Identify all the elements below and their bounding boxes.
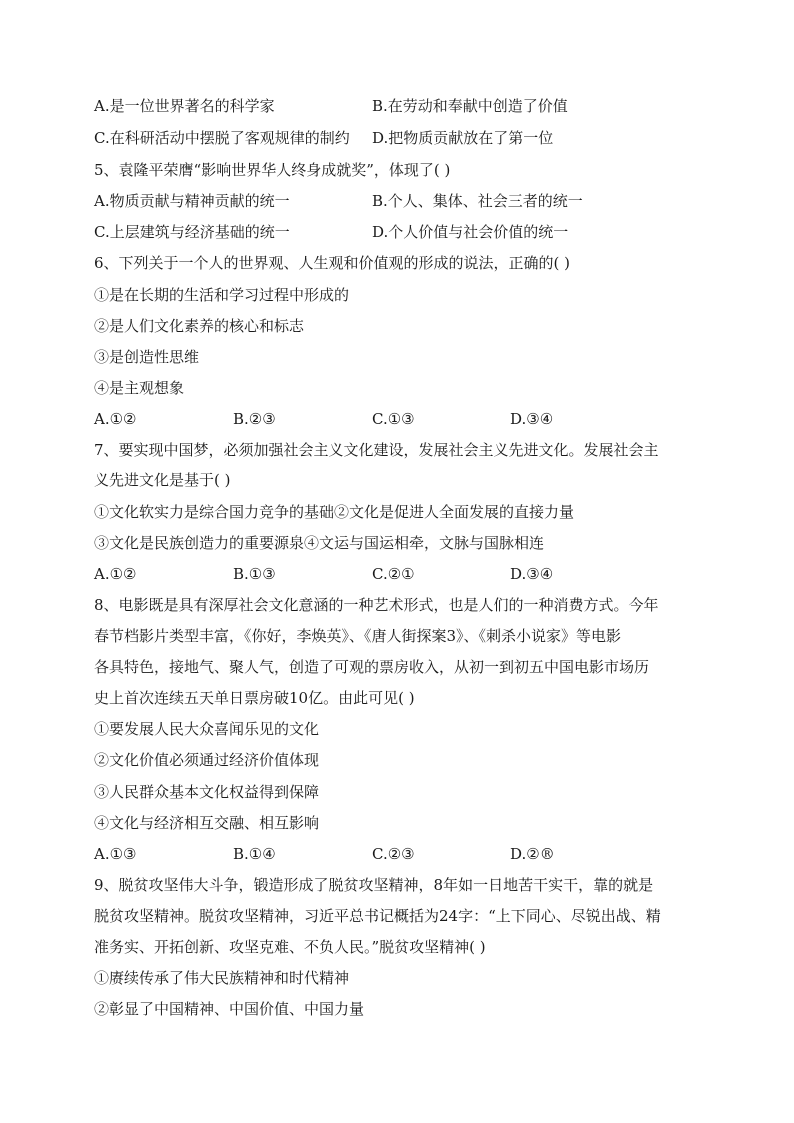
text-line [94, 937, 704, 959]
answer-option: C.②③ [372, 845, 415, 863]
text-line [94, 128, 704, 150]
text-line [94, 688, 704, 710]
text-content: 春节档影片类型丰富，《你好，李焕英》、《唐人街探案3》、《刺杀小说家》等电影 [94, 627, 622, 645]
text-line [94, 378, 704, 400]
answer-option: C.①③ [372, 410, 415, 428]
text-line [94, 750, 704, 772]
answer-option: C.在科研活动中摆脱了客观规律的制约 [94, 129, 350, 147]
answer-option: A.是一位世界著名的科学家 [94, 97, 275, 115]
text-content: 6、下列关于一个人的世界观、人生观和价值观的形成的说法，正确的( ) [94, 254, 571, 272]
text-content: 义先进文化是基于( ) [94, 471, 231, 489]
text-content: ④是主观想象 [94, 379, 185, 397]
text-content: 5、袁隆平荣膺“影响世界华人终身成就奖”，体现了( ) [94, 161, 451, 179]
text-line [94, 875, 704, 897]
text-line [94, 409, 704, 431]
text-line [94, 719, 704, 741]
answer-option: B.①③ [233, 565, 276, 583]
text-content: ①要发展人民大众喜闻乐见的文化 [94, 720, 320, 738]
text-line [94, 782, 704, 804]
answer-option: C.上层建筑与经济基础的统一 [94, 223, 290, 241]
text-line [94, 191, 704, 213]
text-content: ②彰显了中国精神、中国价值、中国力量 [94, 1000, 365, 1018]
text-line [94, 813, 704, 835]
answer-option: D.个人价值与社会价值的统一 [372, 223, 569, 241]
answer-option: D.③④ [510, 565, 554, 583]
text-line [94, 316, 704, 338]
text-content: 脱贫攻坚精神。脱贫攻坚精神，习近平总书记概括为24字：“上下同心、尽锐出战、精 [94, 907, 661, 925]
text-content: 9、脱贫攻坚伟大斗争，锻造形成了脱贫攻坚精神，8年如一日地苦干实干，靠的就是 [94, 876, 654, 894]
text-line [94, 440, 704, 462]
text-content: ③是创造性思维 [94, 348, 200, 366]
text-content: ③文化是民族创造力的重要源泉④文运与国运相牵，文脉与国脉相连 [94, 534, 545, 552]
text-line [94, 502, 704, 524]
text-content: 准务实、开拓创新、攻坚克难、不负人民。”脱贫攻坚精神( ) [94, 938, 486, 956]
answer-option: C.②① [372, 565, 415, 583]
answer-option: A.物质贡献与精神贡献的统一 [94, 192, 290, 210]
answer-option: B.①④ [233, 845, 276, 863]
text-line [94, 285, 704, 307]
text-line [94, 160, 704, 182]
text-content: ①是在长期的生活和学习过程中形成的 [94, 286, 350, 304]
text-content: ④文化与经济相互交融、相互影响 [94, 814, 320, 832]
text-line [94, 999, 704, 1021]
text-line [94, 968, 704, 990]
text-content: 史上首次连续五天单日票房破10亿。由此可见( ) [94, 689, 415, 707]
answer-option: A.①② [94, 410, 137, 428]
answer-option: A.①③ [94, 845, 137, 863]
text-content: 7、要实现中国梦，必须加强社会主义文化建设，发展社会主义先进文化。发展社会主 [94, 441, 659, 459]
text-content: ③人民群众基本文化权益得到保障 [94, 783, 320, 801]
answer-option: B.个人、集体、社会三者的统一 [372, 192, 583, 210]
text-line [94, 533, 704, 555]
answer-option: B.在劳动和奉献中创造了价值 [372, 97, 568, 115]
answer-option: D.把物质贡献放在了第一位 [372, 129, 554, 147]
text-content: ①赓续传承了伟大民族精神和时代精神 [94, 969, 350, 987]
answer-option: D.②® [510, 845, 555, 863]
text-content: ①文化软实力是综合国力竞争的基础②文化是促进人全面发展的直接力量 [94, 503, 575, 521]
text-line [94, 844, 704, 866]
answer-option: B.②③ [233, 410, 276, 428]
text-line [94, 347, 704, 369]
text-line [94, 564, 704, 586]
text-content: ②是人们文化素养的核心和标志 [94, 317, 305, 335]
answer-option: A.①② [94, 565, 137, 583]
text-line [94, 626, 704, 648]
text-line [94, 657, 704, 679]
text-line [94, 470, 704, 492]
answer-option: D.③④ [510, 410, 554, 428]
text-line [94, 253, 704, 275]
text-content: 各具特色，接地气、聚人气，创造了可观的票房收入，从初一到初五中国电影市场历 [94, 658, 650, 676]
text-line [94, 906, 704, 928]
text-line [94, 222, 704, 244]
text-content: 8、电影既是具有深厚社会文化意涵的一种艺术形式，也是人们的一种消费方式。今年 [94, 596, 659, 614]
text-line [94, 595, 704, 617]
text-content: ②文化价值必须通过经济价值体现 [94, 751, 320, 769]
text-line [94, 96, 704, 118]
